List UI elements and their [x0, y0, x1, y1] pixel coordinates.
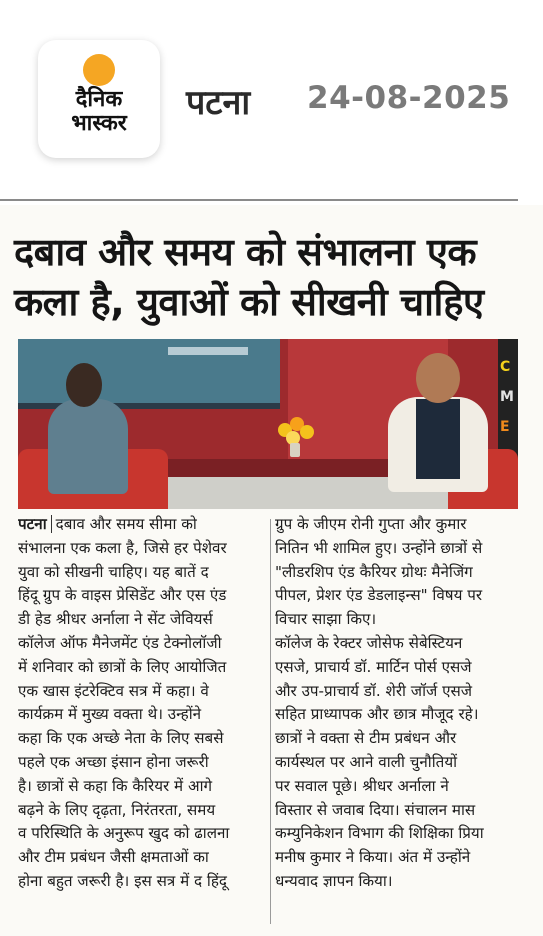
article-line-text: छात्रों ने वक्ता से टीम प्रबंधन और — [275, 729, 457, 748]
article-line-text: हिंदू ग्रुप के वाइस प्रेसिडेंट और एस एंड — [18, 586, 227, 605]
article-line-text: एसजे, प्राचार्य डॉ. मार्टिन पोर्स एसजे — [275, 657, 472, 676]
article-line — [18, 846, 266, 870]
article-line — [18, 703, 266, 727]
headline-line-2: कला है, युवाओं को सीखनी चाहिए — [14, 280, 484, 324]
article-line-text: कम्युनिकेशन विभाग की शिक्षिका प्रिया — [275, 824, 484, 843]
article-line — [18, 632, 266, 656]
article-line-text: "लीडरशिप एंड कैरियर ग्रोथः मैनेजिंग — [275, 562, 473, 581]
article-line-text: सहित प्राध्यापक और छात्र मौजूद रहे। — [275, 705, 479, 724]
article-column-left — [18, 513, 266, 894]
article-line — [18, 799, 266, 823]
edition-date: 24-08-2025 — [307, 80, 511, 116]
article-line — [18, 561, 266, 585]
headline-line-1: दबाव और समय को संभालना एक — [14, 230, 477, 274]
stage-screen — [18, 339, 280, 409]
article-column-right — [275, 513, 523, 894]
article-line-text: है। छात्रों से कहा कि कैरियर में आगे — [18, 776, 213, 795]
logo-text-line1: दैनिक — [75, 87, 123, 112]
article-body — [18, 513, 523, 928]
article-line — [275, 703, 523, 727]
logo-sun-icon — [83, 54, 115, 86]
article-line — [18, 537, 266, 561]
news-clipping — [0, 205, 543, 936]
article-line-text: विस्तार से जवाब दिया। संचालन मास — [275, 800, 476, 819]
article-line-text: कार्यस्थल पर आने वाली चुनौतियों — [275, 752, 458, 771]
stage-banner: C M E — [498, 339, 518, 459]
article-line — [18, 775, 266, 799]
article-line-text: धन्यवाद ज्ञापन किया। — [275, 871, 393, 890]
article-dateline: पटना — [18, 515, 52, 533]
article-line — [275, 680, 523, 704]
article-line — [18, 656, 266, 680]
article-line-text: नितिन भी शामिल हुए। उन्होंने छात्रों से — [275, 538, 483, 557]
article-line-text: कार्यक्रम में मुख्य वक्ता थे। उन्होंने — [18, 705, 202, 724]
speaker-woman — [48, 399, 128, 494]
article-line — [18, 680, 266, 704]
article-line-text: पीपल, प्रेशर एंड डेडलाइन्स" विषय पर — [275, 586, 483, 605]
article-line — [275, 799, 523, 823]
article-line-text: होना बहुत जरूरी है। इस सत्र में द हिंदू — [18, 871, 227, 890]
page-header — [0, 0, 543, 200]
article-line — [275, 846, 523, 870]
article-line — [18, 870, 266, 894]
article-line-text: और उप-प्राचार्य डॉ. शेरी जॉर्ज एसजे — [275, 681, 473, 700]
article-line — [18, 584, 266, 608]
article-line-text: में शनिवार को छात्रों के लिए आयोजित — [18, 657, 227, 676]
article-line-text: कॉलेज ऑफ मैनेजमेंट एंड टेक्नोलॉजी — [18, 633, 222, 652]
flower-vase-icon — [276, 417, 316, 457]
logo-text-line2: भास्कर — [71, 111, 127, 136]
article-line-text: मनीष कुमार ने किया। अंत में उन्होंने — [275, 848, 471, 867]
header-divider — [0, 199, 518, 201]
article-line — [275, 751, 523, 775]
article-line-text: और टीम प्रबंधन जैसी क्षमताओं का — [18, 848, 209, 867]
article-line-text: युवा को सीखनी चाहिए। यह बातें द — [18, 562, 209, 581]
article-line-text: पर सवाल पूछे। श्रीधर अर्नाला ने — [275, 776, 449, 795]
article-line-text: कहा कि एक अच्छे नेता के लिए सबसे — [18, 729, 224, 748]
article-line — [275, 632, 523, 656]
article-line — [275, 870, 523, 894]
speaker-man-vest — [416, 399, 460, 479]
article-headline — [14, 227, 529, 327]
article-line-text: डी हेड श्रीधर अर्नाला ने सेंट जेवियर्स — [18, 610, 213, 629]
article-line — [275, 608, 523, 632]
article-line — [275, 561, 523, 585]
speaker-woman-head — [66, 363, 102, 407]
article-line-text: व परिस्थिति के अनुरूप खुद को ढालना — [18, 824, 230, 843]
edition-city: पटना — [186, 83, 251, 123]
article-line-text: विचार साझा किए। — [275, 610, 377, 629]
article-line — [18, 608, 266, 632]
article-line — [275, 584, 523, 608]
column-divider — [270, 519, 271, 924]
article-line-text: संभालना एक कला है, जिसे हर पेशेवर — [18, 538, 227, 557]
article-line — [275, 656, 523, 680]
article-line-text: बढ़ने के लिए दृढ़ता, निरंतरता, समय — [18, 800, 216, 819]
dainik-bhaskar-logo — [38, 40, 160, 158]
article-line-text: एक खास इंटरेक्टिव सत्र में कहा। वे — [18, 681, 209, 700]
article-line — [18, 822, 266, 846]
article-line — [275, 513, 523, 537]
article-line-text: दबाव और समय सीमा को — [55, 515, 197, 533]
event-photo — [18, 339, 518, 509]
article-line — [18, 513, 266, 537]
article-line-text: कॉलेज के रेक्टर जोसेफ सेबेस्टियन — [275, 633, 463, 652]
article-line-text: पहले एक अच्छा इंसान होना जरूरी — [18, 752, 209, 771]
article-line — [275, 727, 523, 751]
article-line — [275, 822, 523, 846]
article-line — [18, 727, 266, 751]
article-line-text: ग्रुप के जीएम रोनी गुप्ता और कुमार — [275, 515, 467, 533]
article-line — [18, 751, 266, 775]
article-line — [275, 775, 523, 799]
article-line — [275, 537, 523, 561]
speaker-man-head — [416, 353, 460, 403]
